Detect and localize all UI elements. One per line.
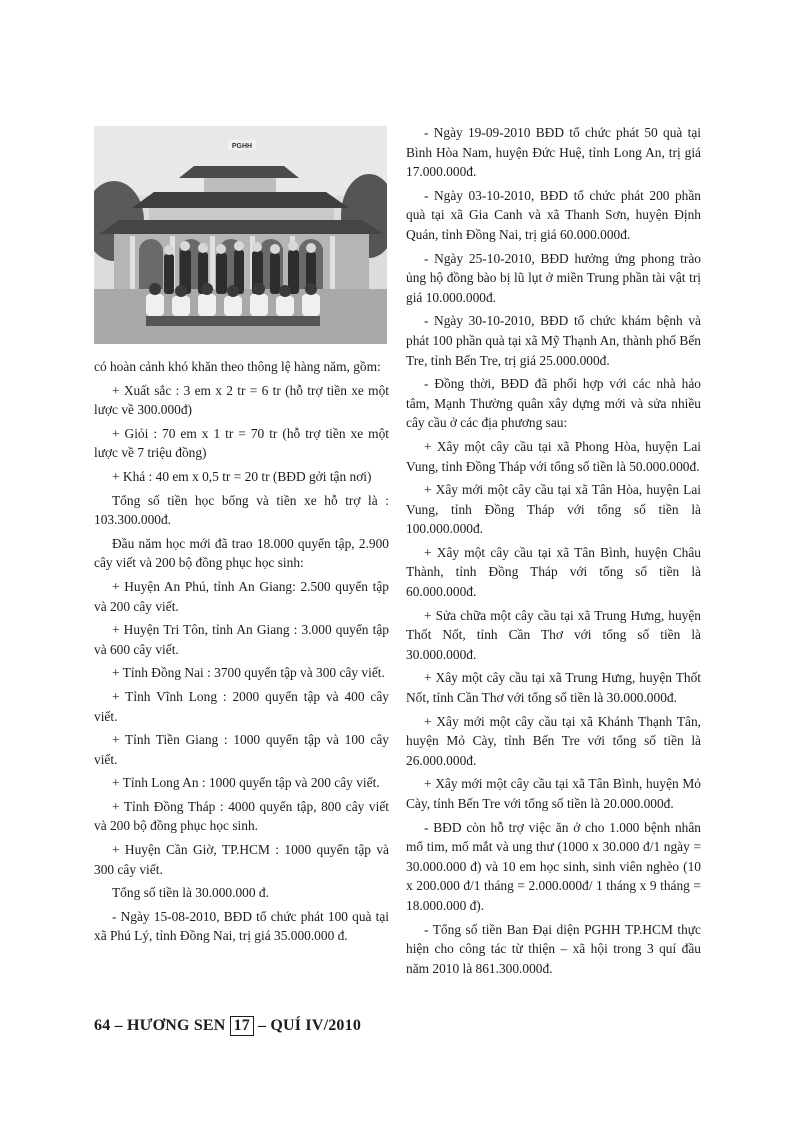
group-photo-image [94,126,387,344]
paragraph: - Tổng số tiền Ban Đại diện PGHH TP.HCM thực hiện cho công tác từ thiện – xã hội trong 3 quí đầu năm 2010 là 861.300.000đ. [406,921,701,976]
article-left-column [94,357,389,950]
paragraph: + Giỏi : 70 em x 1 tr = 70 tr (hỗ trợ tiền xe một lược về 7 triệu đồng) [94,425,389,461]
paragraph: + Xây một cây cầu tại xã Tân Bình, huyện Châu Thành, tỉnh Đồng Tháp với tổng số tiền là 60.000.000đ. [406,544,701,600]
paragraph: + Huyện Tri Tôn, tỉnh An Giang : 3.000 quyển tập và 600 cây viết. [94,622,389,657]
paragraph: Đầu năm học mới đã trao 18.000 quyển tập, 2.900 cây viết và 200 bộ đồng phục học sinh: [94,535,389,571]
footer-page-label: 64 – HƯƠNG SEN [94,1017,226,1034]
paragraph: + Xuất sắc : 3 em x 2 tr = 6 tr (hỗ trợ tiền xe một lược về 300.000đ) [94,382,389,418]
paragraph: + Tỉnh Tiền Giang : 1000 quyển tập và 100 cây viết. [94,732,389,767]
temple-sign: PGHH [231,143,253,150]
paragraph: + Xây mới một cây cầu tại xã Tân Bình, huyện Mỏ Cày, tỉnh Bến Tre với tổng số tiền là 20.000.000đ. [406,776,701,811]
paragraph: - Ngày 19-09-2010 BĐD tổ chức phát 50 quà tại Bình Hòa Nam, huyện Đức Huệ, tỉnh Long An, trị giá 17.000.000đ. [406,125,701,180]
paragraph: có hoàn cảnh khó khăn theo thông lệ hàng năm, gồm: [94,359,381,374]
paragraph: - BĐD còn hỗ trợ việc ăn ở cho 1.000 bệnh nhân mổ tim, mổ mắt và ung thư (1000 x 30.000 đ/1 ngày = 30.000.000 đ) và 10 em học sinh, sinh viên nghèo (10 x 200.000 đ/1 tháng = 2.000.000đ/ 1 tháng x 9 tháng = 18.000.000 đ). [406,819,701,913]
article-right-column [406,123,701,982]
paragraph: Tổng số tiền học bổng và tiền xe hỗ trợ là : 103.300.000đ. [94,492,389,528]
footer-quarter-label: – QUÍ IV/2010 [257,1017,362,1034]
paragraph: + Xây mới một cây cầu tại xã Tân Hòa, huyện Lai Vung, tỉnh Đồng Tháp với tổng số tiền là 100.000.000đ. [406,482,701,537]
page-footer [94,1016,361,1036]
paragraph: Tổng số tiền là 30.000.000 đ. [112,885,269,901]
paragraph: + Khá : 40 em x 0,5 tr = 20 tr (BĐD gởi tận nơi) [112,468,372,484]
paragraph: + Tỉnh Đồng Tháp : 4000 quyển tập, 800 cây viết và 200 bộ đồng phục học sinh. [94,798,389,834]
paragraph: + Tỉnh Vĩnh Long : 2000 quyển tập và 400 cây viết. [94,688,389,724]
paragraph: - Ngày 03-10-2010, BĐD tổ chức phát 200 phần quà tại xã Gia Canh và xã Thanh Sơn, huyện Định Quán, tỉnh Đồng Nai, trị giá 60.000.000đ. [406,187,701,242]
paragraph: - Ngày 15-08-2010, BĐD tổ chức phát 100 quà tại xã Phú Lý, tỉnh Đồng Nai, trị giá 35.000.000 đ. [94,908,389,944]
paragraph: + Huyện An Phú, tỉnh An Giang: 2.500 quyển tập và 200 cây viết. [94,578,389,614]
paragraph: + Xây một cây cầu tại xã Phong Hòa, huyện Lai Vung, tỉnh Đồng Tháp với tổng số tiền là 50.000.000đ. [406,438,701,474]
group-photo [94,126,387,344]
paragraph: + Xây mới một cây cầu tại xã Khánh Thạnh Tân, huyện Mỏ Cày, tỉnh Bến Tre với tổng số tiền là 26.000.000đ. [406,713,701,768]
paragraph: - Ngày 30-10-2010, BĐD tổ chức khám bệnh và phát 100 phần quà tại xã Mỹ Thạnh An, thành phố Bến Tre, tỉnh Bến Tre, trị giá 25.000.000đ. [406,313,701,368]
paragraph: - Ngày 25-10-2010, BĐD hưởng ứng phong trào ủng hộ đồng bào bị lũ lụt ở miền Trung phần tài vật trị giá 10.000.000đ. [406,250,701,305]
paragraph: + Tỉnh Đồng Nai : 3700 quyển tập và 300 cây viết. [112,665,385,681]
footer-issue-number: 17 [230,1016,254,1036]
paragraph: + Xây một cây cầu tại xã Trung Hưng, huyện Thốt Nốt, tỉnh Cần Thơ với tổng số tiền là 30.000.000đ. [406,670,701,706]
paragraph: - Đồng thời, BĐD đã phối hợp với các nhà hảo tâm, Mạnh Thường quân xây dựng mới và sửa nhiều cây cầu ở các địa phương sau: [406,376,701,431]
paragraph: + Sửa chữa một cây cầu tại xã Trung Hưng, huyện Thốt Nốt, tỉnh Cần Thơ với tổng số tiền là 30.000.000đ. [406,607,701,662]
paragraph: + Huyện Cần Giờ, TP.HCM : 1000 quyển tập và 300 cây viết. [94,842,389,877]
paragraph: + Tỉnh Long An : 1000 quyển tập và 200 cây viết. [112,775,380,791]
